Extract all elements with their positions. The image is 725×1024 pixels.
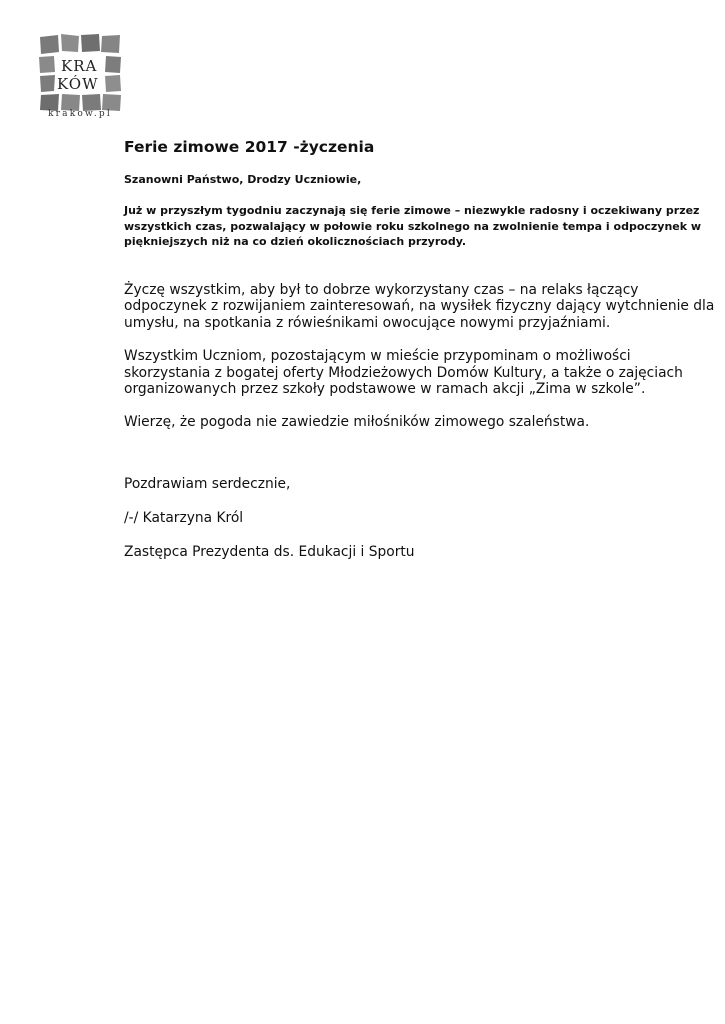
signature: /-/ Katarzyna Król — [124, 509, 244, 526]
paragraph-line: umysłu, na spotkania z rówieśnikami owocujące nowymi przyjaźniami. — [124, 315, 611, 332]
reminder-paragraph — [124, 348, 714, 398]
closing-line: Pozdrawiam serdecznie, — [124, 476, 291, 493]
paragraph-line: Wszystkim Uczniom, pozostającym w mieście przypominam o możliwości — [124, 347, 631, 364]
intro-line: piękniejszych niż na co dzień okolicznościach przyrody. — [124, 235, 467, 248]
paragraph-line: Życzę wszystkim, aby był to dobrze wykorzystany czas – na relaks łączący — [124, 281, 639, 298]
paragraph-line: skorzystania z bogatej oferty Młodzieżowych Domów Kultury, a także o zajęciach — [124, 364, 683, 381]
intro-line: wszystkich czas, pozwalający w połowie roku szkolnego na zwolnienie tempa i odpoczynek w — [124, 219, 702, 233]
paragraph-line: odpoczynek z rozwijaniem zainteresowań, na wysiłek fizyczny dający wytchnienie dla — [124, 298, 715, 315]
krakow-logo-mark — [38, 32, 122, 112]
page-title: Ferie zimowe 2017 -życzenia — [124, 138, 375, 156]
logo-word-line1: KRA — [61, 57, 98, 75]
logo-word-line2: KÓW — [57, 75, 99, 93]
intro-line: Już w przyszłym tygodniu zaczynają się ferie zimowe – niezwykle radosny i oczekiwany przez — [124, 204, 700, 217]
intro-paragraph — [124, 203, 714, 250]
greeting: Szanowni Państwo, Drodzy Uczniowie, — [124, 173, 362, 186]
wishes-paragraph — [124, 282, 714, 332]
signatory-role: Zastępca Prezydenta ds. Edukacji i Sportu — [124, 543, 415, 560]
logo-caption: krakow.pl — [48, 109, 112, 119]
letter-content — [124, 136, 714, 560]
paragraph-line: organizowanych przez szkoły podstawowe w ramach akcji „Zima w szkole”. — [124, 381, 646, 398]
weather-paragraph: Wierzę, że pogoda nie zawiedzie miłośników zimowego szaleństwa. — [124, 414, 590, 431]
